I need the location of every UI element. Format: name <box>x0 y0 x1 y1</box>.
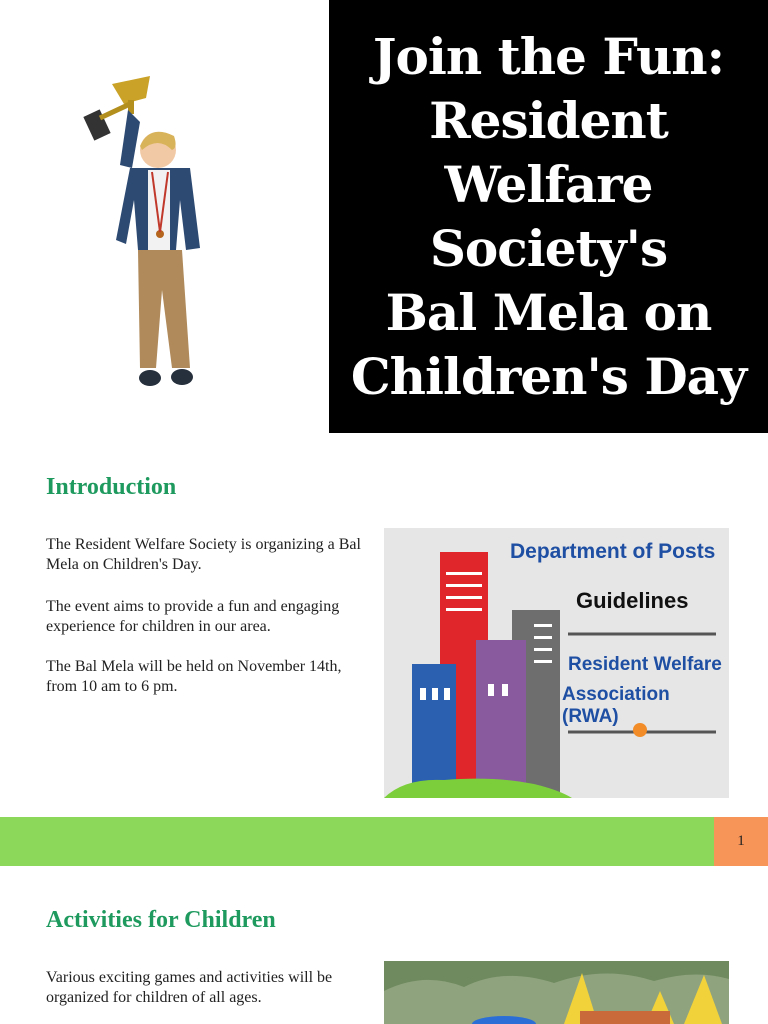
hero-title-line: Resident <box>429 90 668 150</box>
rwa-image-line: Resident Welfare <box>568 654 722 675</box>
hero-title-panel <box>329 0 768 433</box>
trophy-icon <box>83 76 150 141</box>
child-trophy-illustration <box>0 0 329 433</box>
intro-paragraph: The event aims to provide a fun and engaging experience for children in our area. <box>46 598 340 635</box>
hero-title-line: Children's Day <box>350 346 747 406</box>
activities-heading: Activities for Children <box>46 907 276 933</box>
hero-title <box>329 25 768 409</box>
footer-bar <box>0 817 714 866</box>
hero-title-line: Bal Mela on <box>385 282 712 342</box>
activities-photo <box>384 961 729 1024</box>
bouncy-castle-illustration <box>384 961 729 1024</box>
rwa-image-line: Association (RWA) <box>562 684 670 727</box>
hero-title-line: Join the Fun: <box>372 26 725 86</box>
rwa-guidelines-image <box>384 528 729 798</box>
hero-photo-child-with-trophy <box>0 0 329 433</box>
intro-paragraph: The Bal Mela will be held on November 14th, from 10 am to 6 pm. <box>46 658 342 695</box>
introduction-heading: Introduction <box>46 474 177 500</box>
rwa-image-line: Department of Posts <box>510 540 716 563</box>
page-number: 1 <box>714 817 768 866</box>
hero-title-line: Welfare Society's <box>429 154 668 278</box>
intro-paragraph: The Resident Welfare Society is organizing a Bal Mela on Children's Day. <box>46 536 361 573</box>
activities-paragraph: Various exciting games and activities will be organized for children of all ages. <box>46 969 333 1006</box>
rwa-image-line: Guidelines <box>576 588 689 613</box>
